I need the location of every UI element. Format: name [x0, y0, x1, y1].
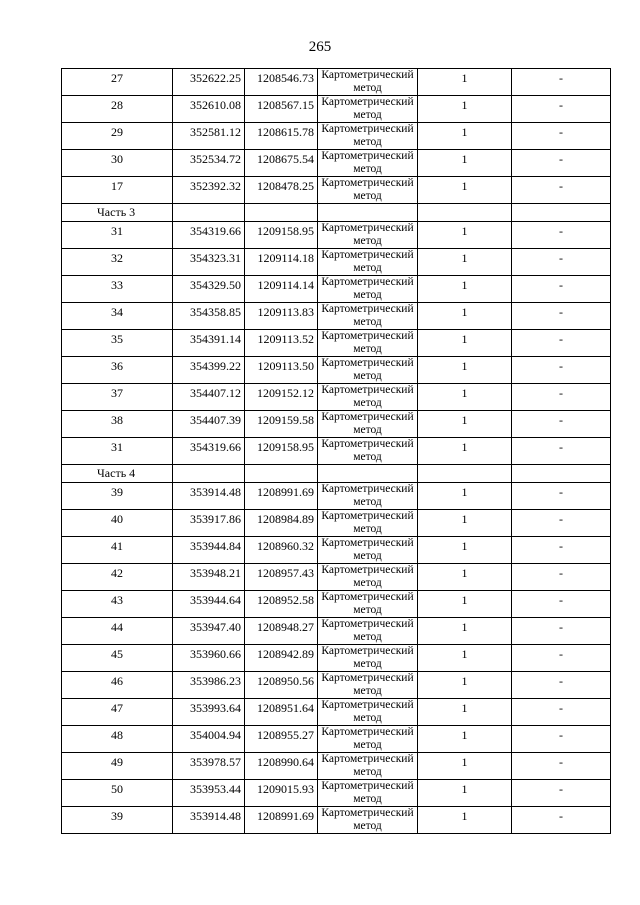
point-number-cell: 35 [62, 330, 173, 357]
error-cell: - [512, 357, 611, 384]
error-cell: - [512, 807, 611, 834]
y-coordinate-cell: 1208960.32 [245, 537, 318, 564]
table-row [62, 537, 611, 564]
y-coordinate-cell: 1208991.69 [245, 807, 318, 834]
table-row [62, 780, 611, 807]
empty-cell [318, 204, 418, 222]
y-coordinate-cell: 1208478.25 [245, 177, 318, 204]
error-cell: - [512, 69, 611, 96]
error-cell: - [512, 330, 611, 357]
error-cell: - [512, 510, 611, 537]
precision-cell: 1 [418, 618, 512, 645]
method-cell: Картометрический метод [318, 411, 418, 438]
empty-cell [245, 204, 318, 222]
precision-cell: 1 [418, 357, 512, 384]
table-row [62, 330, 611, 357]
point-number-cell: 28 [62, 96, 173, 123]
table-row [62, 591, 611, 618]
y-coordinate-cell: 1208942.89 [245, 645, 318, 672]
error-cell: - [512, 123, 611, 150]
table-row [62, 645, 611, 672]
point-number-cell: 41 [62, 537, 173, 564]
table-row [62, 384, 611, 411]
x-coordinate-cell: 354319.66 [173, 222, 245, 249]
page-number: 265 [308, 39, 332, 55]
point-number-cell: 34 [62, 303, 173, 330]
y-coordinate-cell: 1209158.95 [245, 438, 318, 465]
method-cell: Картометрический метод [318, 699, 418, 726]
method-cell: Картометрический метод [318, 123, 418, 150]
y-coordinate-cell: 1209114.14 [245, 276, 318, 303]
method-cell: Картометрический метод [318, 510, 418, 537]
precision-cell: 1 [418, 276, 512, 303]
part-label: Часть 3 [62, 204, 173, 222]
method-cell: Картометрический метод [318, 564, 418, 591]
method-cell: Картометрический метод [318, 483, 418, 510]
precision-cell: 1 [418, 807, 512, 834]
error-cell: - [512, 222, 611, 249]
table-row [62, 69, 611, 96]
y-coordinate-cell: 1208615.78 [245, 123, 318, 150]
point-number-cell: 50 [62, 780, 173, 807]
point-number-cell: 36 [62, 357, 173, 384]
x-coordinate-cell: 354358.85 [173, 303, 245, 330]
error-cell: - [512, 780, 611, 807]
precision-cell: 1 [418, 564, 512, 591]
point-number-cell: 17 [62, 177, 173, 204]
point-number-cell: 37 [62, 384, 173, 411]
error-cell: - [512, 411, 611, 438]
x-coordinate-cell: 353914.48 [173, 483, 245, 510]
x-coordinate-cell: 353948.21 [173, 564, 245, 591]
y-coordinate-cell: 1209159.58 [245, 411, 318, 438]
y-coordinate-cell: 1209113.52 [245, 330, 318, 357]
precision-cell: 1 [418, 645, 512, 672]
table-row [62, 150, 611, 177]
error-cell: - [512, 150, 611, 177]
y-coordinate-cell: 1209114.18 [245, 249, 318, 276]
precision-cell: 1 [418, 123, 512, 150]
x-coordinate-cell: 354319.66 [173, 438, 245, 465]
precision-cell: 1 [418, 303, 512, 330]
point-number-cell: 31 [62, 222, 173, 249]
table-row [62, 96, 611, 123]
method-cell: Картометрический метод [318, 150, 418, 177]
precision-cell: 1 [418, 384, 512, 411]
point-number-cell: 39 [62, 483, 173, 510]
method-cell: Картометрический метод [318, 645, 418, 672]
y-coordinate-cell: 1208990.64 [245, 753, 318, 780]
precision-cell: 1 [418, 330, 512, 357]
empty-cell [512, 465, 611, 483]
method-cell: Картометрический метод [318, 177, 418, 204]
error-cell: - [512, 618, 611, 645]
y-coordinate-cell: 1208950.56 [245, 672, 318, 699]
y-coordinate-cell: 1209158.95 [245, 222, 318, 249]
error-cell: - [512, 384, 611, 411]
empty-cell [318, 465, 418, 483]
point-number-cell: 40 [62, 510, 173, 537]
error-cell: - [512, 699, 611, 726]
y-coordinate-cell: 1208948.27 [245, 618, 318, 645]
table-row [62, 222, 611, 249]
empty-cell [512, 204, 611, 222]
point-number-cell: 47 [62, 699, 173, 726]
method-cell: Картометрический метод [318, 618, 418, 645]
x-coordinate-cell: 353978.57 [173, 753, 245, 780]
y-coordinate-cell: 1208952.58 [245, 591, 318, 618]
x-coordinate-cell: 352610.08 [173, 96, 245, 123]
error-cell: - [512, 537, 611, 564]
part-header-row [62, 465, 611, 483]
x-coordinate-cell: 352534.72 [173, 150, 245, 177]
point-number-cell: 39 [62, 807, 173, 834]
y-coordinate-cell: 1208984.89 [245, 510, 318, 537]
error-cell: - [512, 726, 611, 753]
method-cell: Картометрический метод [318, 438, 418, 465]
error-cell: - [512, 753, 611, 780]
empty-cell [245, 465, 318, 483]
x-coordinate-cell: 354407.39 [173, 411, 245, 438]
y-coordinate-cell: 1208951.64 [245, 699, 318, 726]
part-header-row [62, 204, 611, 222]
point-number-cell: 33 [62, 276, 173, 303]
x-coordinate-cell: 354004.94 [173, 726, 245, 753]
coordinates-table [61, 68, 611, 834]
error-cell: - [512, 438, 611, 465]
x-coordinate-cell: 353993.64 [173, 699, 245, 726]
method-cell: Картометрический метод [318, 330, 418, 357]
table-row [62, 177, 611, 204]
x-coordinate-cell: 354391.14 [173, 330, 245, 357]
table-row [62, 807, 611, 834]
point-number-cell: 27 [62, 69, 173, 96]
method-cell: Картометрический метод [318, 537, 418, 564]
y-coordinate-cell: 1209113.50 [245, 357, 318, 384]
precision-cell: 1 [418, 780, 512, 807]
y-coordinate-cell: 1209152.12 [245, 384, 318, 411]
precision-cell: 1 [418, 699, 512, 726]
method-cell: Картометрический метод [318, 807, 418, 834]
empty-cell [418, 204, 512, 222]
method-cell: Картометрический метод [318, 276, 418, 303]
method-cell: Картометрический метод [318, 384, 418, 411]
table-row [62, 249, 611, 276]
x-coordinate-cell: 352581.12 [173, 123, 245, 150]
table-row [62, 357, 611, 384]
error-cell: - [512, 672, 611, 699]
precision-cell: 1 [418, 591, 512, 618]
error-cell: - [512, 303, 611, 330]
point-number-cell: 44 [62, 618, 173, 645]
precision-cell: 1 [418, 537, 512, 564]
error-cell: - [512, 564, 611, 591]
x-coordinate-cell: 353947.40 [173, 618, 245, 645]
method-cell: Картометрический метод [318, 96, 418, 123]
error-cell: - [512, 645, 611, 672]
x-coordinate-cell: 353986.23 [173, 672, 245, 699]
x-coordinate-cell: 352392.32 [173, 177, 245, 204]
point-number-cell: 32 [62, 249, 173, 276]
x-coordinate-cell: 354323.31 [173, 249, 245, 276]
method-cell: Картометрический метод [318, 249, 418, 276]
table-row [62, 276, 611, 303]
point-number-cell: 48 [62, 726, 173, 753]
method-cell: Картометрический метод [318, 753, 418, 780]
x-coordinate-cell: 353944.84 [173, 537, 245, 564]
table-row [62, 672, 611, 699]
table-row [62, 699, 611, 726]
point-number-cell: 45 [62, 645, 173, 672]
precision-cell: 1 [418, 96, 512, 123]
coordinates-table-body [62, 69, 611, 834]
y-coordinate-cell: 1208957.43 [245, 564, 318, 591]
precision-cell: 1 [418, 753, 512, 780]
empty-cell [173, 465, 245, 483]
y-coordinate-cell: 1208567.15 [245, 96, 318, 123]
point-number-cell: 29 [62, 123, 173, 150]
table-row [62, 303, 611, 330]
table-row [62, 510, 611, 537]
point-number-cell: 42 [62, 564, 173, 591]
error-cell: - [512, 591, 611, 618]
point-number-cell: 46 [62, 672, 173, 699]
table-row [62, 411, 611, 438]
precision-cell: 1 [418, 222, 512, 249]
part-label: Часть 4 [62, 465, 173, 483]
precision-cell: 1 [418, 150, 512, 177]
point-number-cell: 38 [62, 411, 173, 438]
method-cell: Картометрический метод [318, 780, 418, 807]
point-number-cell: 43 [62, 591, 173, 618]
precision-cell: 1 [418, 249, 512, 276]
point-number-cell: 30 [62, 150, 173, 177]
method-cell: Картометрический метод [318, 672, 418, 699]
x-coordinate-cell: 353944.64 [173, 591, 245, 618]
precision-cell: 1 [418, 510, 512, 537]
precision-cell: 1 [418, 69, 512, 96]
y-coordinate-cell: 1209015.93 [245, 780, 318, 807]
table-row [62, 726, 611, 753]
method-cell: Картометрический метод [318, 357, 418, 384]
error-cell: - [512, 249, 611, 276]
table-row [62, 564, 611, 591]
x-coordinate-cell: 353960.66 [173, 645, 245, 672]
table-row [62, 753, 611, 780]
x-coordinate-cell: 353914.48 [173, 807, 245, 834]
x-coordinate-cell: 354329.50 [173, 276, 245, 303]
x-coordinate-cell: 352622.25 [173, 69, 245, 96]
method-cell: Картометрический метод [318, 69, 418, 96]
x-coordinate-cell: 353917.86 [173, 510, 245, 537]
table-row [62, 123, 611, 150]
point-number-cell: 49 [62, 753, 173, 780]
x-coordinate-cell: 354407.12 [173, 384, 245, 411]
y-coordinate-cell: 1208675.54 [245, 150, 318, 177]
y-coordinate-cell: 1209113.83 [245, 303, 318, 330]
table-row [62, 618, 611, 645]
empty-cell [173, 204, 245, 222]
y-coordinate-cell: 1208955.27 [245, 726, 318, 753]
x-coordinate-cell: 354399.22 [173, 357, 245, 384]
error-cell: - [512, 483, 611, 510]
method-cell: Картометрический метод [318, 222, 418, 249]
precision-cell: 1 [418, 726, 512, 753]
method-cell: Картометрический метод [318, 303, 418, 330]
method-cell: Картометрический метод [318, 726, 418, 753]
precision-cell: 1 [418, 672, 512, 699]
error-cell: - [512, 96, 611, 123]
point-number-cell: 31 [62, 438, 173, 465]
x-coordinate-cell: 353953.44 [173, 780, 245, 807]
table-row [62, 483, 611, 510]
error-cell: - [512, 276, 611, 303]
y-coordinate-cell: 1208991.69 [245, 483, 318, 510]
table-row [62, 438, 611, 465]
empty-cell [418, 465, 512, 483]
error-cell: - [512, 177, 611, 204]
y-coordinate-cell: 1208546.73 [245, 69, 318, 96]
precision-cell: 1 [418, 177, 512, 204]
method-cell: Картометрический метод [318, 591, 418, 618]
precision-cell: 1 [418, 438, 512, 465]
precision-cell: 1 [418, 411, 512, 438]
precision-cell: 1 [418, 483, 512, 510]
